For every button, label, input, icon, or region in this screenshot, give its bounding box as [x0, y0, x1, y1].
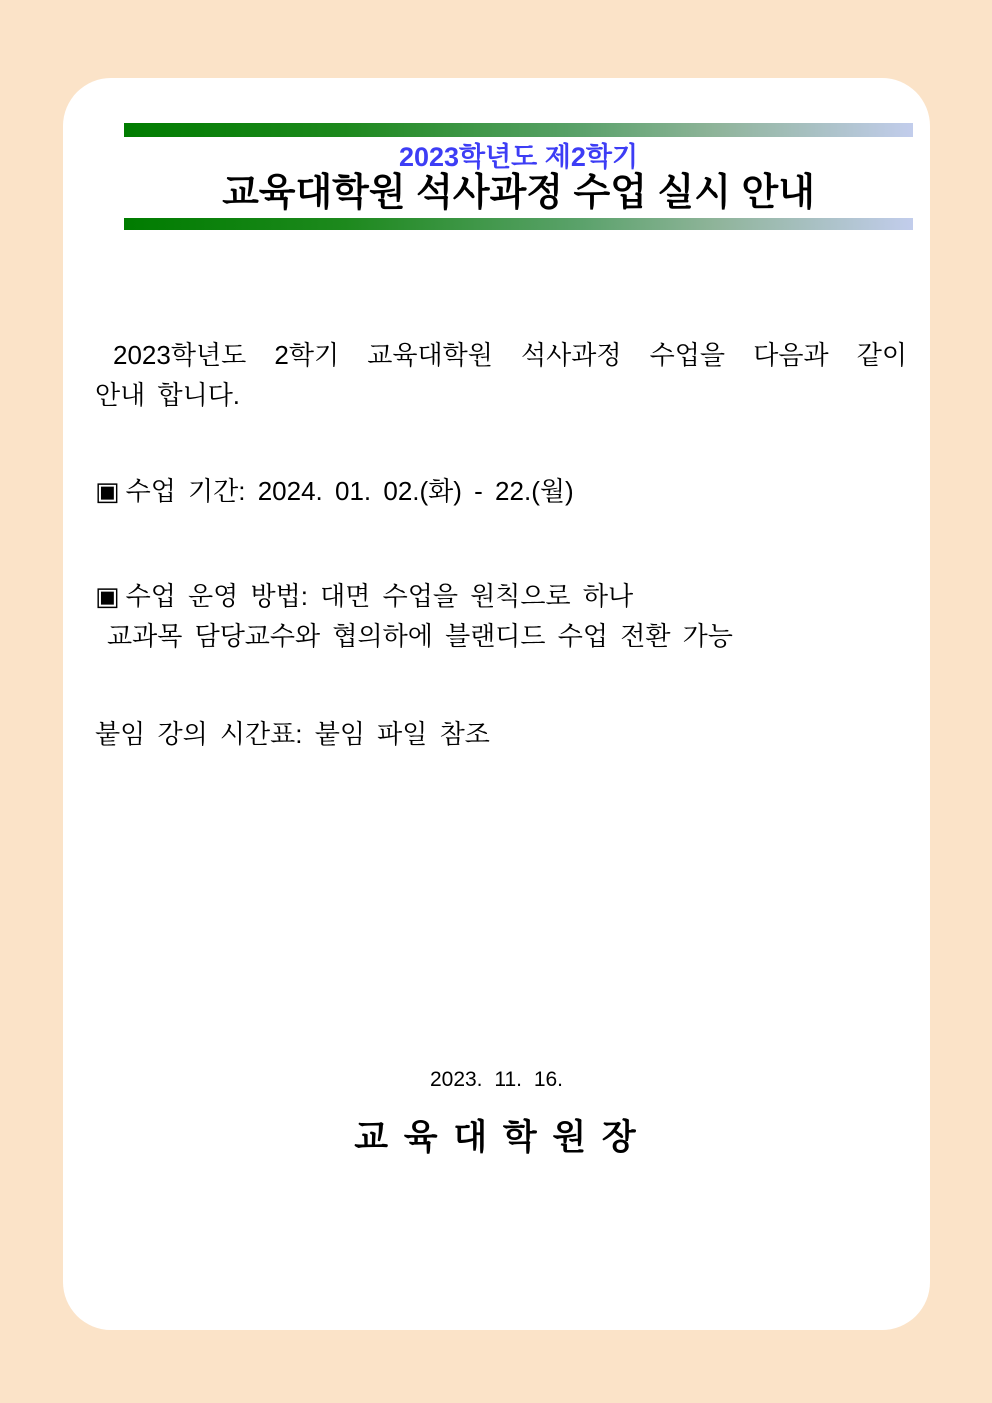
bullet-item-class-method-line-2: 교과목 담당교수와 협의하에 블랜디드 수업 전환 가능 — [107, 621, 733, 651]
bullet-item-class-method-text: 수업 운영 방법: 대면 수업을 원칙으로 하나 — [125, 581, 634, 611]
bullet-item-class-method-line-1 — [95, 578, 907, 614]
signature-dean-of-graduate-school: 교 육 대 학 원 장 — [354, 1118, 639, 1157]
intro-line-1: 2023학년도 2학기 교육대학원 석사과정 수업을 다음과 같이 — [113, 340, 907, 370]
intro-paragraph — [95, 335, 907, 415]
bullet-item-class-period-text: 수업 기간: 2024. 01. 02.(화) - 22.(월) — [125, 476, 574, 506]
notice-card — [63, 78, 930, 1330]
bullet-item-class-method — [95, 578, 907, 654]
notice-title: 교육대학원 석사과정 수업 실시 안내 — [222, 172, 815, 214]
intro-line-2: 안내 합니다. — [95, 380, 241, 410]
bullet-item-class-period — [95, 471, 907, 511]
header-gradient-bar-top — [124, 123, 913, 137]
notice-date: 2023. 11. 16. — [429, 1068, 564, 1091]
square-bullet-icon: ▣ — [95, 581, 120, 611]
notice-subtitle: 2023학년도 제2학기 — [398, 142, 639, 172]
square-bullet-icon: ▣ — [95, 476, 120, 506]
attachment-note: 붙임 강의 시간표: 붙임 파일 참조 — [95, 719, 490, 749]
header-gradient-bar-bottom — [124, 218, 913, 230]
